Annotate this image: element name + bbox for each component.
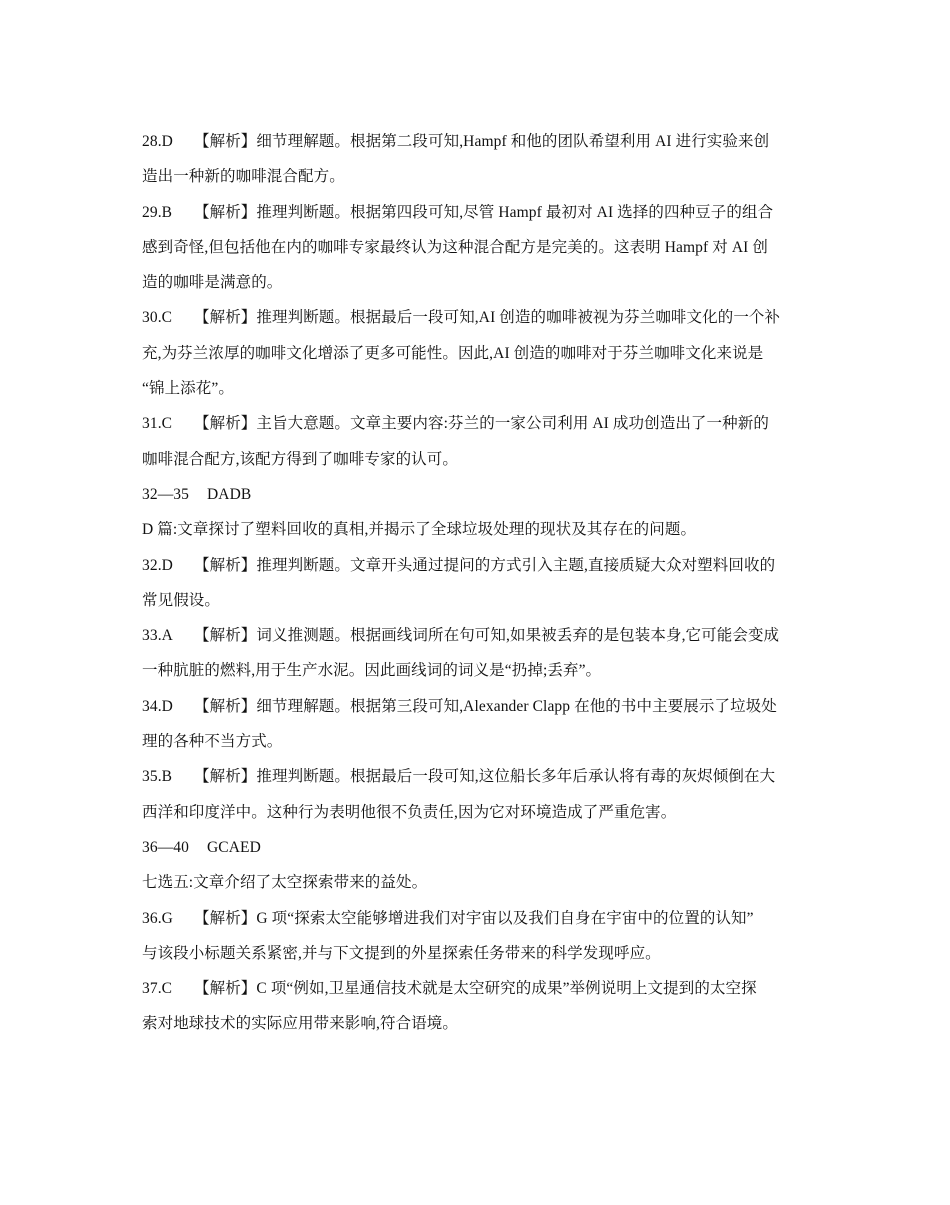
item-29-line-1 [142,195,812,230]
item-number: 34.D [142,697,173,715]
item-30-line-2: 充,为芬兰浓厚的咖啡文化增添了更多可能性。因此,AI 创造的咖啡对于芬兰咖啡文化来说是 [142,344,764,362]
item-text: 词义推测题。根据画线词所在句可知,如果被丢弃的是包装本身,它可能会变成 [256,627,780,645]
item-text: 主旨大意题。文章主要内容:芬兰的一家公司利用 AI 成功创造出了一种新的 [256,415,769,433]
item-29-line-3: 造的咖啡是满意的。 [142,274,283,292]
answer-key: DADB [207,485,252,503]
item-28-line-1 [142,124,812,159]
item-29-line-2: 感到奇怪,但包括他在内的咖啡专家最终认为这种混合配方是完美的。这表明 Hampf 对 AI 创 [142,238,768,256]
item-34-line-2: 理的各种不当方式。 [142,733,283,751]
analysis-tag: 【解析】 [194,133,257,150]
group-d-summary: D 篇:文章探讨了塑料回收的真相,并揭示了全球垃圾处理的现状及其存在的问题。 [142,521,697,539]
analysis-tag: 【解析】 [194,415,257,433]
item-30-line-1 [142,300,812,335]
item-37-line-2: 索对地球技术的实际应用带来影响,符合语境。 [142,1015,458,1033]
answer-range: 32—35 [142,485,189,503]
answer-range: 36—40 [142,838,189,856]
item-33-line-2: 一种肮脏的燃料,用于生产水泥。因此画线词的词义是“扔掉;丢弃”。 [142,662,602,680]
item-35-line-2: 西洋和印度洋中。这种行为表明他很不负责任,因为它对环境造成了严重危害。 [142,803,677,821]
analysis-tag: 【解析】 [194,556,257,574]
item-text: G 项“探索太空能够增进我们对宇宙以及我们自身在宇宙中的位置的认知” [256,909,754,927]
analysis-tag: 【解析】 [194,980,257,998]
item-number: 33.A [142,627,173,645]
item-32-line-1 [142,548,812,583]
item-36-line-2: 与该段小标题关系紧密,并与下文提到的外星探索任务带来的科学发现呼应。 [142,944,661,962]
item-37-line-1 [142,971,812,1006]
item-35-line-1 [142,759,812,794]
item-text: 推理判断题。文章开头通过提问的方式引入主题,直接质疑大众对塑料回收的 [256,556,776,574]
item-31-line-2: 咖啡混合配方,该配方得到了咖啡专家的认可。 [142,450,458,468]
analysis-tag: 【解析】 [194,203,257,221]
item-text: 细节理解题。根据第二段可知,Hampf 和他的团队希望利用 AI 进行实验来创 [256,133,770,150]
item-text: 细节理解题。根据第三段可知,Alexander Clapp 在他的书中主要展示了垃圾处 [256,697,777,715]
item-text: C 项“例如,卫星通信技术就是太空研究的成果”举例说明上文提到的太空探 [256,980,757,998]
item-text: 推理判断题。根据第四段可知,尽管 Hampf 最初对 AI 选择的四种豆子的组合 [256,203,774,221]
item-28-line-2: 造出一种新的咖啡混合配方。 [142,168,345,186]
item-number: 36.G [142,909,173,927]
item-30-line-3: “锦上添花”。 [142,380,234,398]
item-number: 37.C [142,980,173,998]
item-text: 推理判断题。根据最后一段可知,这位船长多年后承认将有毒的灰烬倾倒在大 [256,768,776,786]
item-34-line-1 [142,689,812,724]
analysis-tag: 【解析】 [194,627,257,645]
analysis-tag: 【解析】 [194,697,257,715]
item-number: 31.C [142,415,173,433]
item-31-line-1 [142,406,812,441]
item-number: 35.B [142,768,173,786]
group-seven-summary: 七选五:文章介绍了太空探索带来的益处。 [142,874,428,892]
item-number: 32.D [142,556,173,574]
item-32-line-2: 常见假设。 [142,591,221,609]
group-seven-answers [142,830,812,865]
analysis-tag: 【解析】 [194,768,257,786]
item-number: 30.C [142,309,173,327]
item-number: 29.B [142,203,173,221]
answer-explanations [142,124,812,1042]
answer-key: GCAED [207,838,261,856]
item-number: 28.D [142,133,173,150]
analysis-tag: 【解析】 [194,909,257,927]
item-text: 推理判断题。根据最后一段可知,AI 创造的咖啡被视为芬兰咖啡文化的一个补 [256,309,781,327]
group-d-answers [142,477,812,512]
item-33-line-1 [142,618,812,653]
analysis-tag: 【解析】 [194,309,257,327]
item-36-line-1 [142,901,812,936]
